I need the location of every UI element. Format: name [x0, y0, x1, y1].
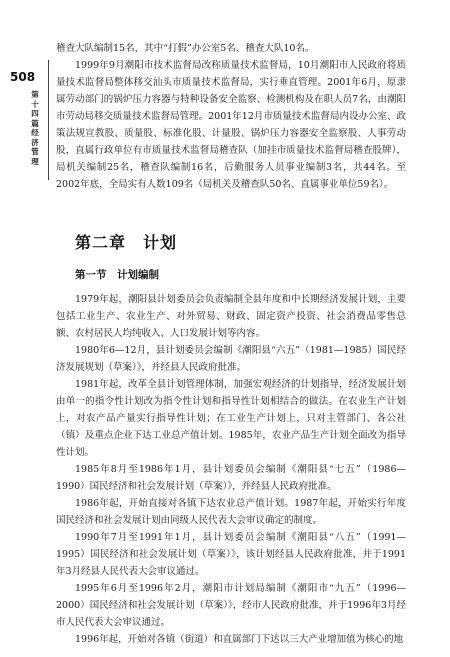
section-title: 第一节 计划编制 — [75, 269, 159, 281]
paragraph: 1985年8月至1986年1月，县计划委员会编制《潮阳县“七五”（1986—1990）国民经济和社会发展计划（草案）》，并经县人民政府批准。 — [56, 464, 406, 492]
paragraph: 1996年起，开始对各镇（街道）和直属部门下达以三大产业增加值为核心的地 — [75, 634, 404, 645]
part-label: 第十四篇 经济管理 — [31, 90, 39, 166]
page-margin — [0, 0, 50, 657]
paragraph: 1995年6月至1996年2月，潮阳市计划局编制《潮阳市“九五”（1996—2000）国民经济和社会发展计划（草案）》，经市人民政府批准，并于1996年3月经市人民代表大会审议通过。 — [56, 583, 406, 628]
section-body — [56, 291, 406, 648]
margin-rule — [48, 60, 49, 180]
page-number: 508 — [10, 70, 36, 84]
paragraph: 1981年起，改革全县计划管理体制，加强宏观经济的计划指导，经济发展计划由单一的指令性计划改为指令性计划和指导性计划相结合的做法。在农业生产计划上，对农产品产量实行指导性计划；在工业生产计划上，只对主管部门、各公社（镇）及重点企业下达工业总产值计划。1985年，农业产品生产计划全面改为指导性计划。 — [56, 379, 406, 458]
paragraph: 1986年起，开始直接对各镇下达农业总产值计划。1987年起，开始实行年度国民经济和社会发展计划由同级人民代表大会审议确定的制度。 — [56, 498, 406, 526]
paragraph: 1999年9月潮阳市技术监督局改称质量技术监督局，10月潮阳市人民政府将质量技术监督局整体移交汕头市质量技术监督局，实行垂直管理。2001年6月，原隶属劳动部门的锅炉压力容器与特种设备安全监察、检测机构及在职人员7名，由潮阳市劳动局移交质量技术监督局管理。2001年12月市质量技术监督局内设办公室、政策法规宣教股、质量股、标准化股、计量股、锅炉压力容器安全监察股、人事劳动股，直属行政单位有市质量技术监督局稽查队（加挂市质量技术监督局稽查股牌），局机关编制25名，稽查队编制16名，后勤服务人员事业编制3名，共44名。至2002年底，全局实有人数109名（局机关及稽查队50名、直属事业单位59名）。 — [56, 60, 406, 190]
paragraph: 1980年6—12月，县计划委员会编制《潮阳县“六五”（1981—1985）国民经济发展规划（草案）》，并经县人民政府批准。 — [56, 345, 406, 373]
paragraph: 稽查大队编制15名，其中“打假”办公室5名、稽查大队10名。 — [56, 43, 315, 54]
chapter-title: 第二章 计划 — [75, 233, 178, 252]
paragraph: 1990年7月至1991年1月，县计划委员会编制《潮阳县“八五”（1991—1995）国民经济和社会发展计划（草案）》，该计划经县人民政府批准，并于1991年3月经县人民代表大会审议通过。 — [56, 532, 406, 577]
paragraph: 1979年起，潮阳县计划委员会负责编制全县年度和中长期经济发展计划，主要包括工业生产、农业生产、对外贸易、财政、固定资产投资、社会消费品零售总额、农村居民人均纯收入、人口发展计划等内容。 — [56, 294, 406, 339]
top-text-block — [56, 40, 406, 193]
